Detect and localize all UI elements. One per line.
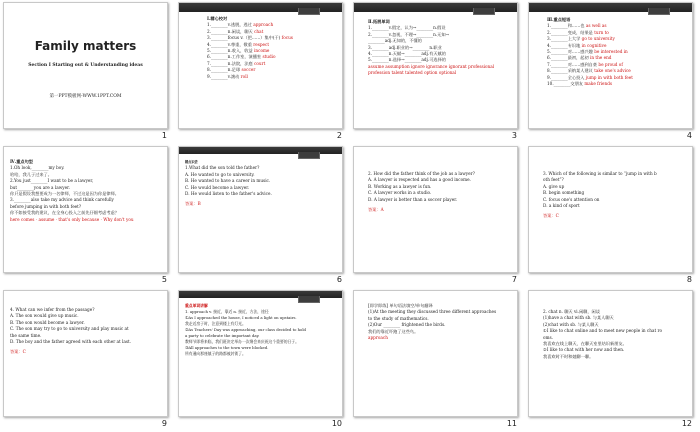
- slide-number: 8: [686, 275, 692, 284]
- slide-number: 6: [336, 275, 342, 284]
- slide-thumbnail-12[interactable]: [525, 288, 700, 432]
- slide-banner: [179, 3, 342, 12]
- slide-thumbnail-9[interactable]: [0, 288, 175, 432]
- slide-number: 9: [161, 419, 167, 428]
- slide-content: Ⅰ.精心校对 1.________v.逃脱，逃过 approach 2.________n.闲谈，聊天 chat 3.________focus v.（把……）集中(于) focus 4.________v.尊重，敬重 respect 5.________n.收入，收益 income 6.________n.工作室，演播室 studio 7.________n.法院，法庭 court 8.________n.足球 soccer 9.________v.滚动 roll: [207, 16, 293, 79]
- slide-thumbnail-4[interactable]: [525, 0, 700, 144]
- slide-2[interactable]: [178, 2, 343, 129]
- slide-number: 7: [511, 275, 517, 284]
- slide-banner: [529, 3, 692, 12]
- slide-number: 4: [686, 131, 692, 140]
- slide-thumbnail-6[interactable]: [175, 144, 350, 288]
- slide-thumbnail-2[interactable]: [175, 0, 350, 144]
- slide-number: 3: [511, 131, 517, 140]
- slide-thumbnail-5[interactable]: [0, 144, 175, 288]
- slide-banner: [354, 3, 517, 12]
- slide-content: 重点单词讲解 1. approach v. 接近，靠近 n. 接近，方法，途径 ①As I approached the house, I noticed a light on upstairs. 我走近房子时，注意到楼上有灯光。 ②As Teachers' Day was approaching, our class decided to hold a party to celebrate the important day. 教师节即将来临，我们班决定举办一次聚会来庆祝这个重要的日子。 ③All approaches to the town were blocked. 所有通向那座镇子的路都被封锁了。: [185, 303, 306, 356]
- slide-number: 11: [506, 419, 517, 428]
- slide-8[interactable]: [528, 146, 693, 273]
- slide-4[interactable]: [528, 2, 693, 129]
- slide-12[interactable]: [528, 290, 693, 417]
- slide-footer: 第一PPT模板网-WWW.1PPT.COM: [49, 94, 122, 99]
- slide-10[interactable]: [178, 290, 343, 417]
- slide-content: 2. How did the father think of the job as a lawyer? A. A lawyer is respected and has a good income. B. Working as a lawyer is fun. C. A lawyer works in a studio. D. A lawyer is better than a soccer player. 答案：A: [368, 171, 475, 213]
- slide-6[interactable]: [178, 146, 343, 273]
- slide-content: Ⅲ.重点短语 1.________和……也 as well as 2.________变成，结果是 turn to 3.________上大学 go to university 4.________专识地 in cognitive 5.________对……感兴趣 be interested in 6.________最初，起初 in the end 7.________对……感到自豪 be proud of 8.________采纳某人建议 take one's advice 9.________全心投入 jump in with both feet 10.________交朋友 make friends: [547, 17, 633, 87]
- slide-banner: [179, 291, 342, 298]
- slide-content: 4. What can we infer from the passage? A. The son would give up music. B. The son would become a lawyer. C. The son may try to go to university and play music at the same time. D. The boy and the father agreed with each other at last. 答案：C: [10, 307, 132, 355]
- slide-subtitle: Section Ⅰ Starting out & Understanding ideas: [28, 63, 143, 68]
- slide-number: 2: [336, 131, 342, 140]
- slide-number: 12: [681, 419, 692, 428]
- slide-5[interactable]: [3, 146, 168, 273]
- slide-content: 3. Which of the following is similar to “jump in with b oth feet”? A. give up B. begin something C. focus one's attention on D. a kind of sport 答案：C: [543, 171, 657, 219]
- slide-thumbnail-7[interactable]: [350, 144, 525, 288]
- slide-thumbnail-11[interactable]: [350, 288, 525, 432]
- slide-number: 5: [161, 275, 167, 284]
- slide-content: 精点识尝 1.What did the son told the father? A. He wanted to go to university. B. He wanted to have a career in music. C. He would become a lawyer. D. He would listen to the father's advice. 答案：B: [185, 160, 272, 207]
- slide-11[interactable]: [353, 290, 518, 417]
- slide-thumbnail-3[interactable]: [350, 0, 525, 144]
- slide-thumbnail-1[interactable]: [0, 0, 175, 144]
- slide-banner: [179, 147, 342, 154]
- slide-number: 10: [331, 419, 342, 428]
- slide-number: 1: [161, 131, 167, 140]
- slide-content: [即学即练] 单句语法填空/单句翻译 (1)At the meeting they discussed three different approaches to the study of mathematics. (2)Our ________ frightened the birds. 我们的靠近吓跑了这些鸟。 approach: [368, 303, 497, 341]
- slide-content: Ⅳ.重点句型 1.Oh look,________my boy. 哈哈，我儿子过来了。 2.You just________I want to be a lawyer, but________you are a lawyer. 你只是假设我想要成为一名律师，不过这是因为你是律师。 3.________also take my advice and think carefully before jumping in with both feet? 你不如接受我的建议，在全身心投入之前先仔细考虑考虑？ here comes · assume · that's only because · Why don't you: [10, 159, 134, 222]
- slide-3[interactable]: [353, 2, 518, 129]
- slide-thumbnail-10[interactable]: [175, 288, 350, 432]
- slide-1[interactable]: [3, 2, 168, 129]
- slide-content: Ⅱ.拓展单词 1.________v.假定，认为→________n.假设 2.________v.忽视，不理→________n.无知→ ________adj.无知的，不懂的 3.________adj.职业的→________n.职业 4.________n.天赋→________adj.有天赋的 5.________n.选择→________adj.可选择的 assume assumption ignore ignorance ignorant professional profession talent talented option optional: [368, 19, 495, 76]
- slide-9[interactable]: [3, 290, 168, 417]
- slide-title: Family matters: [34, 39, 137, 53]
- slide-content: 2. chat n. 聊天 vi.闲聊，闲谈 (1)have a chat with sb. 与某人聊天 (2)chat with sb. 与某人聊天 ①I like to chat online and to meet new people in chat ro oms. 我喜欢在线上聊天，在聊天室里结识新朋友。 ②I like to chat with her now and then. 我喜欢时不时和她聊一聊。: [543, 309, 662, 359]
- slide-thumbnail-8[interactable]: [525, 144, 700, 288]
- slide-7[interactable]: [353, 146, 518, 273]
